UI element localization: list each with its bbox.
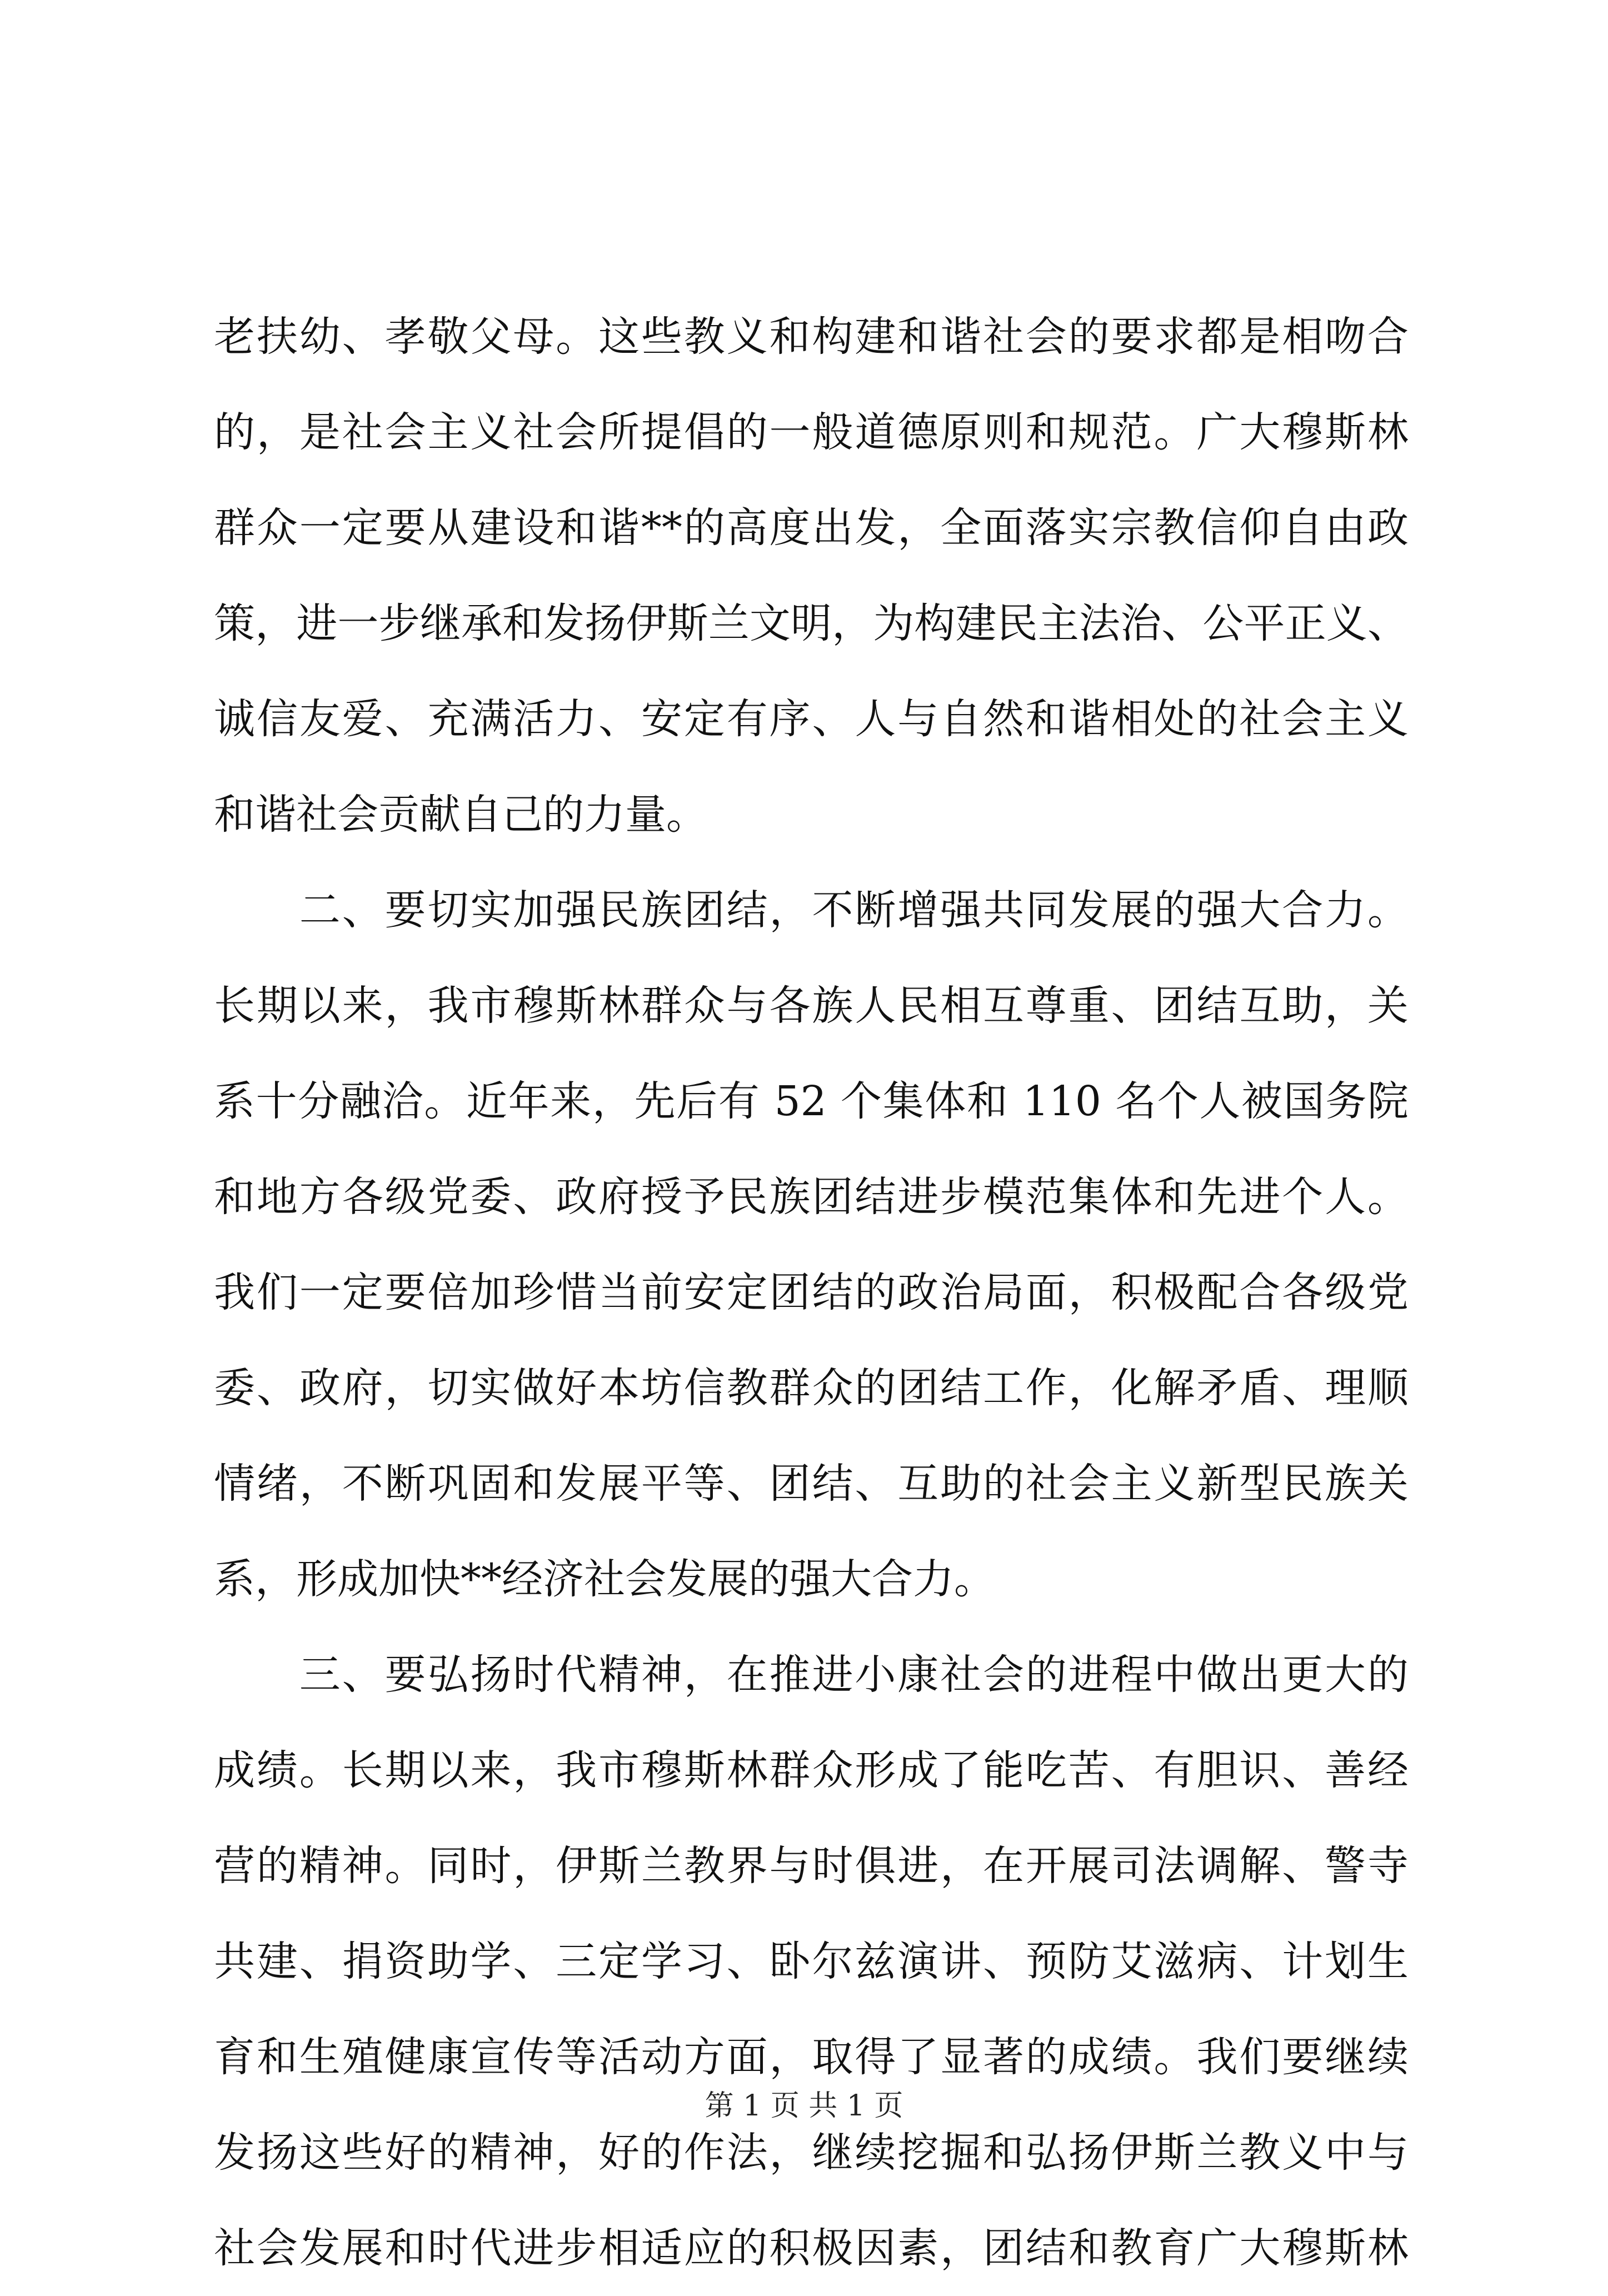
page-footer: 第 1 页 共 1 页 (705, 2089, 903, 2123)
text-line: 三、要弘扬时代精神，在推进小康社会的进程中做出更大的 (214, 1651, 1409, 1699)
text-line: 策，进一步继承和发扬伊斯兰文明，为构建民主法治、公平正义、 (214, 600, 1409, 647)
text-line: 社会发展和时代进步相适应的积极因素，团结和教育广大穆斯林 (214, 2224, 1409, 2272)
body-text (214, 289, 1409, 2296)
text-line: 老扶幼、孝敬父母。这些教义和构建和谐社会的要求都是相吻合 (214, 313, 1409, 361)
text-line: 育和生殖健康宣传等活动方面，取得了显著的成绩。我们要继续 (214, 2033, 1409, 2081)
text-line: 成绩。长期以来，我市穆斯林群众形成了能吃苦、有胆识、善经 (214, 1746, 1409, 1794)
text-line: 情绪，不断巩固和发展平等、团结、互助的社会主义新型民族关 (214, 1460, 1409, 1508)
text-line: 二、要切实加强民族团结，不断增强共同发展的强大合力。 (214, 886, 1409, 934)
text-line: 委、政府，切实做好本坊信教群众的团结工作，化解矛盾、理顺 (214, 1364, 1409, 1412)
text-line: 营的精神。同时，伊斯兰教界与时俱进，在开展司法调解、警寺 (214, 1842, 1409, 1890)
text-line: 我们一定要倍加珍惜当前安定团结的政治局面，积极配合各级党 (214, 1269, 1409, 1316)
text-line: 的，是社会主义社会所提倡的一般道德原则和规范。广大穆斯林 (214, 408, 1409, 456)
text-line: 和地方各级党委、政府授予民族团结进步模范集体和先进个人。 (214, 1173, 1409, 1221)
text-line: 发扬这些好的精神，好的作法，继续挖掘和弘扬伊斯兰教义中与 (214, 2129, 1409, 2177)
text-line: 和谐社会贡献自己的力量。 (214, 791, 707, 838)
text-line: 共建、捐资助学、三定学习、卧尔兹演讲、预防艾滋病、计划生 (214, 1938, 1409, 1985)
text-line: 诚信友爱、充满活力、安定有序、人与自然和谐相处的社会主义 (214, 695, 1409, 743)
text-line: 群众一定要从建设和谐**的高度出发，全面落实宗教信仰自由政 (214, 504, 1409, 552)
text-line: 系，形成加快**经济社会发展的强大合力。 (214, 1555, 995, 1603)
text-line: 系十分融洽。近年来，先后有 52 个集体和 110 名个人被国务院 (214, 1077, 1409, 1125)
text-line: 长期以来，我市穆斯林群众与各族人民相互尊重、团结互助，关 (214, 982, 1409, 1030)
